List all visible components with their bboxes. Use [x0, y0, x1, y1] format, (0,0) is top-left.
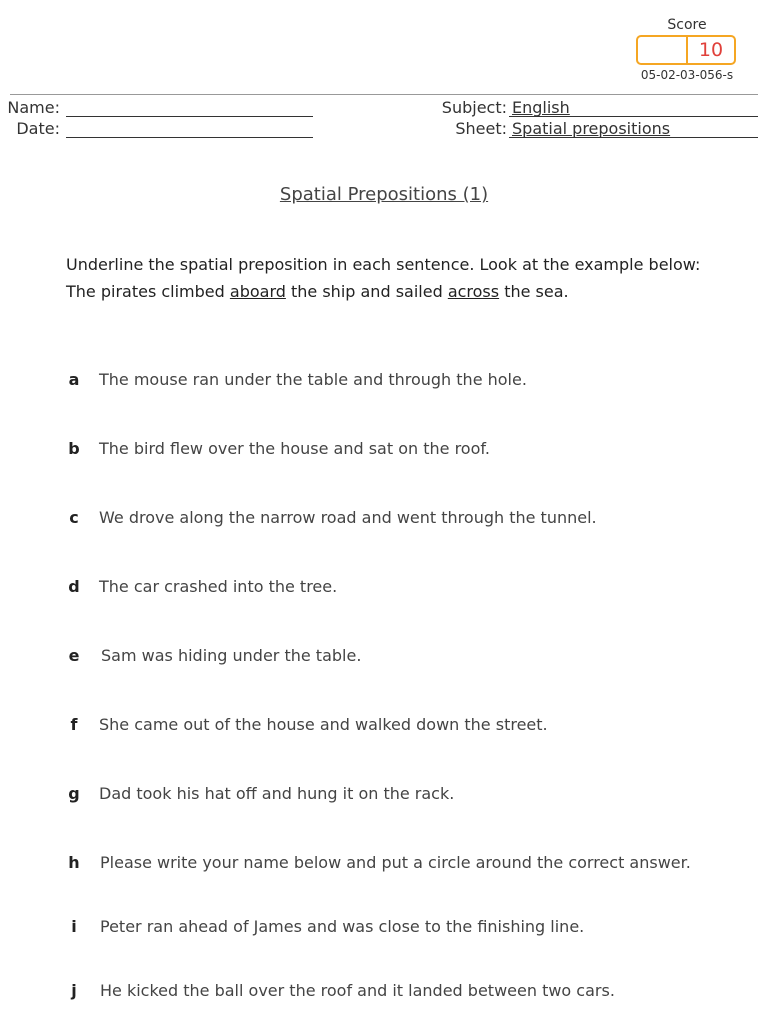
question-letter: g: [68, 784, 80, 803]
example-text-2: the ship and sailed: [285, 282, 448, 301]
question-letter: i: [71, 917, 77, 936]
instructions-line: Underline the spatial preposition in each sentence. Look at the example below:: [66, 255, 701, 274]
score-box: [636, 35, 736, 65]
score-total-cell: [686, 35, 736, 65]
subject-label: Subject:: [441, 98, 507, 117]
example-sentence: [66, 282, 569, 301]
question-sentence[interactable]: Sam was hiding under the table.: [101, 646, 362, 665]
worksheet-title-text: Spatial Prepositions (1): [279, 184, 489, 205]
question-sentence[interactable]: He kicked the ball over the roof and it landed between two cars.: [100, 981, 615, 1000]
sheet-code: 05-02-03-056-s: [640, 68, 734, 82]
question-letter: c: [69, 508, 79, 527]
date-label: Date:: [16, 119, 60, 138]
question-letter: e: [68, 646, 80, 665]
question-sentence[interactable]: She came out of the house and walked down the street.: [99, 715, 548, 734]
subject-value: English: [512, 98, 570, 117]
header-divider: [10, 94, 758, 95]
question-letter: j: [71, 981, 77, 1000]
score-label: Score: [667, 17, 707, 33]
sheet-value: Spatial prepositions: [512, 119, 671, 138]
question-letter: f: [70, 715, 78, 734]
name-field[interactable]: [66, 116, 313, 117]
question-sentence[interactable]: The bird flew over the house and sat on the roof.: [99, 439, 490, 458]
question-letter: h: [68, 853, 80, 872]
example-underline-2: across: [447, 282, 500, 301]
date-field[interactable]: [66, 137, 313, 138]
worksheet-title: [0, 184, 768, 205]
score-total: 10: [698, 39, 724, 61]
example-text-1: The pirates climbed: [66, 282, 230, 301]
example-text-3: the sea.: [499, 282, 569, 301]
question-sentence[interactable]: We drove along the narrow road and went through the tunnel.: [99, 508, 597, 527]
question-sentence[interactable]: The mouse ran under the table and through the hole.: [99, 370, 527, 389]
question-letter: d: [68, 577, 80, 596]
score-entry-cell: [636, 35, 688, 65]
sheet-label: Sheet:: [455, 119, 507, 138]
question-sentence[interactable]: Dad took his hat off and hung it on the rack.: [99, 784, 455, 803]
question-sentence[interactable]: The car crashed into the tree.: [99, 577, 338, 596]
question-letter: b: [68, 439, 80, 458]
name-label: Name:: [7, 98, 60, 117]
question-sentence[interactable]: Peter ran ahead of James and was close to the finishing line.: [100, 917, 585, 936]
question-sentence[interactable]: Please write your name below and put a circle around the correct answer.: [100, 853, 691, 872]
example-underline-1: aboard: [229, 282, 286, 301]
question-letter: a: [68, 370, 80, 389]
